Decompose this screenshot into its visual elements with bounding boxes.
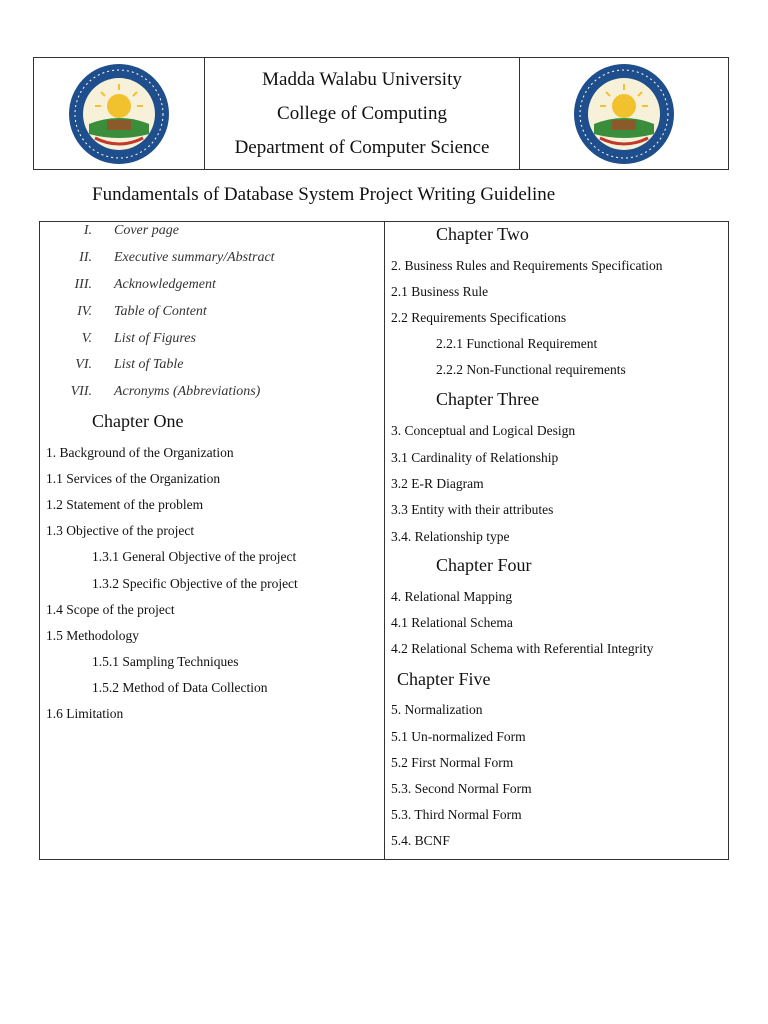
front-matter-number: VII.	[70, 384, 92, 399]
chapter-one-item: 1. Background of the Organization	[46, 445, 234, 460]
chapter-five-item: 5.2 First Normal Form	[391, 755, 514, 770]
chapter-five-item: 5.3. Second Normal Form	[391, 781, 532, 796]
chapter-four-heading: Chapter Four	[436, 555, 532, 575]
chapter-three-item: 3.4. Relationship type	[391, 529, 510, 544]
toc-left-column	[40, 222, 385, 859]
chapter-two-subitem: 2.2.2 Non-Functional requirements	[436, 362, 626, 377]
chapter-three-item: 3.2 E-R Diagram	[391, 476, 484, 491]
front-matter-text: Acronyms (Abbreviations)	[114, 384, 261, 399]
logo-cell-left	[34, 58, 205, 169]
front-matter-number: I.	[83, 223, 92, 238]
front-matter-text: Executive summary/Abstract	[114, 250, 275, 265]
logo-cell-right	[519, 58, 728, 169]
college-name: College of Computing	[277, 102, 447, 124]
front-matter-text: Cover page	[114, 223, 179, 238]
document-title: Fundamentals of Database System Project Writing Guideline	[92, 184, 556, 205]
front-matter-number: VI.	[75, 357, 92, 372]
toc-right-column	[385, 222, 728, 859]
chapter-two-item: 2.1 Business Rule	[391, 284, 489, 299]
front-matter-number: IV.	[77, 304, 92, 319]
chapter-one-heading: Chapter One	[92, 411, 184, 431]
chapter-one-subitem: 1.5.2 Method of Data Collection	[92, 680, 268, 695]
front-matter-text: List of Table	[114, 357, 184, 372]
university-seal-logo	[67, 62, 171, 166]
chapter-five-item: 5.3. Third Normal Form	[391, 807, 522, 822]
front-matter-text: Acknowledgement	[114, 277, 216, 292]
chapter-two-heading: Chapter Two	[436, 224, 529, 244]
chapter-one-item: 1.3 Objective of the project	[46, 523, 195, 538]
chapter-five-item: 5.1 Un-normalized Form	[391, 729, 526, 744]
chapter-one-subitem: 1.3.2 Specific Objective of the project	[92, 576, 298, 591]
front-matter-number: III.	[74, 277, 92, 292]
chapter-one-item: 1.1 Services of the Organization	[46, 471, 221, 486]
chapter-three-item: 3. Conceptual and Logical Design	[391, 423, 576, 438]
toc-table	[39, 221, 729, 860]
chapter-five-item: 5.4. BCNF	[391, 833, 450, 848]
chapter-four-item: 4.1 Relational Schema	[391, 615, 513, 630]
chapter-one-item: 1.4 Scope of the project	[46, 602, 175, 617]
header-table	[33, 57, 729, 170]
chapter-one-subitem: 1.5.1 Sampling Techniques	[92, 654, 239, 669]
university-name: Madda Walabu University	[262, 68, 462, 90]
chapter-four-item: 4. Relational Mapping	[391, 589, 513, 604]
front-matter-number: II.	[79, 250, 92, 265]
chapter-three-heading: Chapter Three	[436, 389, 540, 409]
chapter-one-item: 1.6 Limitation	[46, 706, 124, 721]
university-seal-logo	[572, 62, 676, 166]
department-name: Department of Computer Science	[234, 136, 490, 158]
front-matter-number: V.	[81, 331, 92, 346]
chapter-one-subitem: 1.3.1 General Objective of the project	[92, 549, 297, 564]
chapter-four-item: 4.2 Relational Schema with Referential Integrity	[391, 641, 654, 656]
chapter-five-heading: Chapter Five	[397, 669, 491, 689]
header-title-block	[205, 58, 519, 169]
front-matter-text: List of Figures	[114, 331, 196, 346]
chapter-two-item: 2.2 Requirements Specifications	[391, 310, 567, 325]
chapter-three-item: 3.1 Cardinality of Relationship	[391, 450, 559, 465]
chapter-three-item: 3.3 Entity with their attributes	[391, 502, 554, 517]
chapter-two-subitem: 2.2.1 Functional Requirement	[436, 336, 598, 351]
front-matter-text: Table of Content	[114, 304, 207, 319]
chapter-five-item: 5. Normalization	[391, 702, 483, 717]
chapter-one-item: 1.5 Methodology	[46, 628, 139, 643]
chapter-two-item: 2. Business Rules and Requirements Specification	[391, 258, 663, 273]
chapter-one-item: 1.2 Statement of the problem	[46, 497, 204, 512]
